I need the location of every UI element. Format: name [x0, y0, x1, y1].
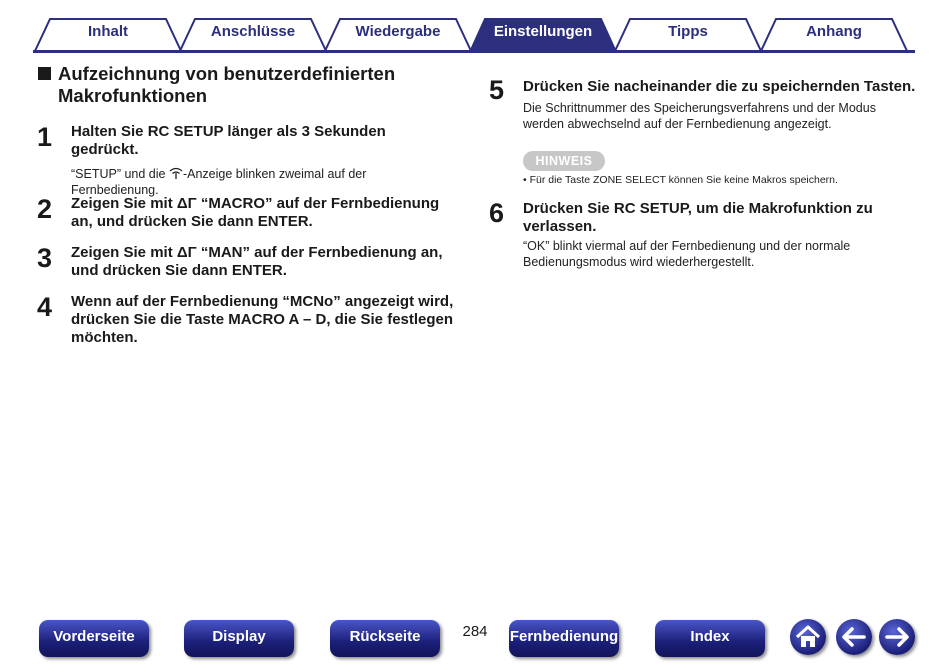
- tab-einstellungen[interactable]: [469, 18, 617, 52]
- step-2: [37, 195, 457, 231]
- tab-inhalt[interactable]: [34, 18, 182, 52]
- step-number: 1: [37, 122, 53, 152]
- tab-label: Tipps: [668, 23, 708, 40]
- step-desc-part: -Anzeige blinken zweimal auf der Fernbedienung.: [71, 167, 367, 197]
- note-text: Für die Taste ZONE SELECT können Sie keine Makros speichern.: [529, 174, 838, 186]
- step-1: [37, 123, 457, 198]
- step-title: Wenn auf der Fernbedienung “MCNo” angezeigt wird, drücken Sie die Taste MACRO A – D, die Sie festlegen möchten.: [71, 293, 454, 346]
- remote-control-button[interactable]: Fernbedienung: [509, 620, 619, 657]
- front-panel-button[interactable]: Vorderseite: [39, 620, 149, 657]
- step-number: 2: [37, 194, 53, 224]
- step-5: [489, 76, 919, 132]
- arrow-left-icon: [836, 619, 872, 655]
- tab-label: Anhang: [806, 23, 862, 40]
- tab-label: Wiedergabe: [355, 23, 441, 40]
- page-number: 284: [462, 623, 488, 640]
- step-title: Zeigen Sie mit ΔΓ “MAN” auf der Fernbedienung an, und drücken Sie dann ENTER.: [71, 244, 443, 279]
- rear-panel-button[interactable]: Rückseite: [330, 620, 440, 657]
- bullet-icon: •: [523, 174, 530, 186]
- step-title: Halten Sie RC SETUP länger als 3 Sekunden gedrückt.: [71, 123, 386, 158]
- hinweis-note: [523, 174, 838, 186]
- index-button[interactable]: Index: [655, 620, 765, 657]
- step-desc-part: “SETUP” und die: [71, 167, 169, 181]
- square-bullet-icon: [38, 67, 51, 80]
- step-title: Zeigen Sie mit ΔΓ “MACRO” auf der Fernbedienung an, und drücken Sie dann ENTER.: [71, 195, 440, 230]
- step-description: Die Schrittnummer des Speicherungsverfahrens und der Modus werden abwechselnd auf der Fernbedienung angezeigt.: [523, 101, 876, 131]
- section-heading: [37, 63, 437, 107]
- step-description: [71, 166, 457, 198]
- hinweis-badge: HINWEIS: [523, 151, 605, 171]
- home-icon: [790, 619, 826, 655]
- step-title: Drücken Sie RC SETUP, um die Makrofunktion zu verlassen.: [523, 200, 873, 235]
- home-button[interactable]: [790, 619, 826, 655]
- display-button[interactable]: Display: [184, 620, 294, 657]
- step-number: 5: [489, 75, 505, 105]
- step-description: “OK” blinkt viermal auf der Fernbedienung und der normale Bedienungsmodus wird wiederhergestellt.: [523, 239, 851, 269]
- tab-label: Einstellungen: [493, 23, 593, 40]
- tab-tipps[interactable]: [614, 18, 762, 52]
- signal-icon: [169, 167, 183, 179]
- tab-bar: [0, 0, 950, 56]
- tab-wiedergabe[interactable]: [324, 18, 472, 52]
- step-number: 3: [37, 243, 53, 273]
- section-title: Aufzeichnung von benutzerdefinierten Makrofunktionen: [58, 63, 396, 106]
- tab-underline: [33, 50, 915, 53]
- previous-page-button[interactable]: [836, 619, 872, 655]
- next-page-button[interactable]: [879, 619, 915, 655]
- tab-anhang[interactable]: [760, 18, 908, 52]
- arrow-right-icon: [879, 619, 915, 655]
- step-4: [37, 293, 457, 347]
- step-6: [489, 199, 909, 270]
- step-title: Drücken Sie nacheinander die zu speichernden Tasten.: [523, 78, 916, 95]
- tab-label: Anschlüsse: [210, 23, 296, 40]
- tab-label: Inhalt: [88, 23, 128, 40]
- step-number: 6: [489, 198, 505, 228]
- step-3: [37, 244, 457, 280]
- tab-anschluesse[interactable]: [179, 18, 327, 52]
- step-number: 4: [37, 292, 53, 322]
